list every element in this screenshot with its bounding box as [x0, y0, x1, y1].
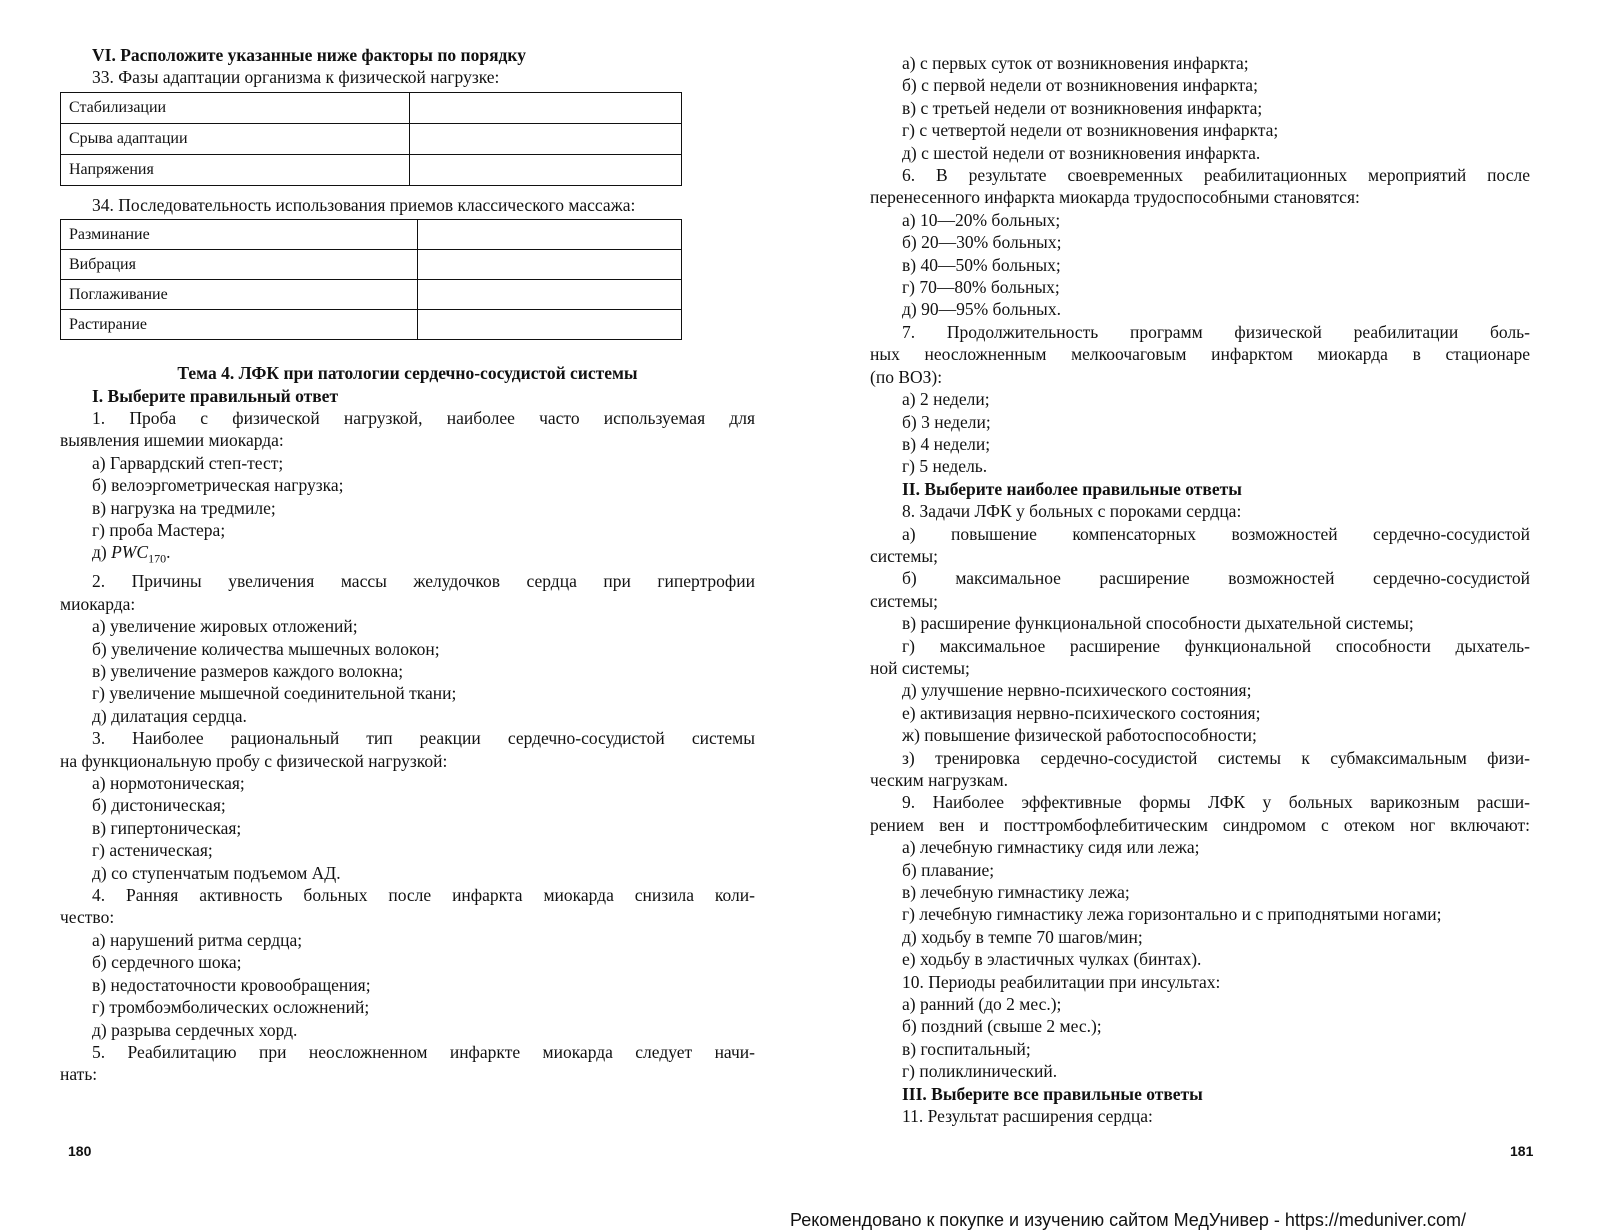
- answer-option: г) максимальное расширение функциональной способности дыхатель-: [902, 635, 1530, 656]
- answer-option: г) проба Мастера;: [92, 520, 226, 541]
- answer-cell[interactable]: [410, 154, 682, 185]
- question-3: 3. Наиболее рациональный тип реакции сердечно-сосудистой системы: [92, 728, 755, 749]
- question-34: 34. Последовательность использования приемов классического массажа:: [92, 194, 636, 215]
- question-5-cont: нать:: [60, 1064, 98, 1085]
- table-row: [61, 280, 682, 310]
- answer-option: е) активизация нервно-психического состояния;: [902, 702, 1261, 723]
- table-row: [61, 123, 682, 154]
- answer-option: б) с первой недели от возникновения инфаркта;: [902, 75, 1258, 96]
- question-1: 1. Проба с физической нагрузкой, наиболее часто используемая для: [92, 408, 755, 429]
- topic-title: Тема 4. ЛФК при патологии сердечно-сосудистой системы: [177, 363, 638, 384]
- question-5: 5. Реабилитацию при неосложненном инфаркте миокарда следует начи-: [92, 1041, 755, 1062]
- question-6-cont: перенесенного инфаркта миокарда трудоспособными становятся:: [870, 187, 1360, 208]
- answer-option: б) 20—30% больных;: [902, 232, 1062, 253]
- question-8: 8. Задачи ЛФК у больных с пороками сердца:: [902, 501, 1242, 522]
- answer-option: в) расширение функциональной способности дыхательной системы;: [902, 613, 1414, 634]
- answer-option: б) плавание;: [902, 859, 995, 880]
- answer-cell[interactable]: [418, 220, 682, 250]
- answer-option: б) 3 недели;: [902, 411, 991, 432]
- table-cell: Напряжения: [61, 154, 410, 185]
- answer-option: а) лечебную гимнастику сидя или лежа;: [902, 837, 1200, 858]
- question-7: 7. Продолжительность программ физической реабилитации боль-: [902, 321, 1530, 342]
- section-1-title: I. Выберите правильный ответ: [92, 385, 339, 406]
- answer-option-cont: системы;: [870, 590, 939, 611]
- answer-option: б) поздний (свыше 2 мес.);: [902, 1016, 1102, 1037]
- answer-option: г) с четвертой недели от возникновения инфаркта;: [902, 120, 1279, 141]
- answer-option: в) 40—50% больных;: [902, 254, 1061, 275]
- table-cell: Поглаживание: [61, 280, 418, 310]
- answer-option: б) сердечного шока;: [92, 952, 242, 973]
- answer-option: в) нагрузка на тредмиле;: [92, 497, 276, 518]
- table-row: [61, 310, 682, 340]
- answer-option: г) астеническая;: [92, 840, 213, 861]
- footer-recommendation-text: Рекомендовано к покупке и изучению сайтом МедУнивер - https://meduniver.com/: [790, 1210, 1466, 1230]
- answer-option: б) увеличение количества мышечных волокон;: [92, 638, 440, 659]
- answer-option: д) разрыва сердечных хорд.: [92, 1019, 298, 1040]
- question-10: 10. Периоды реабилитации при инсультах:: [902, 971, 1221, 992]
- answer-option-cont: ной системы;: [870, 657, 970, 678]
- answer-option: а) с первых суток от возникновения инфаркта;: [902, 53, 1249, 73]
- answer-cell[interactable]: [410, 92, 682, 123]
- table-cell: Срыва адаптации: [61, 123, 410, 154]
- option-suffix: .: [166, 542, 171, 563]
- answer-option: в) недостаточности кровообращения;: [92, 974, 371, 995]
- answer-option: ж) повышение физической работоспособности;: [902, 725, 1257, 746]
- answer-option: а) 2 недели;: [902, 389, 990, 410]
- answer-option: г) тромбоэмболических осложнений;: [92, 997, 370, 1018]
- answer-option: б) максимальное расширение возможностей сердечно-сосудистой: [902, 568, 1530, 589]
- table-34: [60, 219, 682, 340]
- answer-option: в) 4 недели;: [902, 433, 991, 454]
- page-number-right: 181: [1510, 1143, 1534, 1159]
- answer-option: г) увеличение мышечной соединительной ткани;: [92, 683, 457, 704]
- question-9-cont: рением вен и посттромбофлебитическим синдромом с отеком ног включают:: [870, 814, 1530, 835]
- answer-option: д) со ступенчатым подъемом АД.: [92, 862, 341, 883]
- table-cell: Разминание: [61, 220, 418, 250]
- left-page: [60, 44, 755, 1086]
- table-cell: Растирание: [61, 310, 418, 340]
- answer-option: е) ходьбу в эластичных чулках (бинтах).: [902, 949, 1202, 970]
- answer-option: д) 90—95% больных.: [902, 299, 1061, 320]
- answer-option: б) велоэргометрическая нагрузка;: [92, 475, 344, 496]
- table-row: [61, 220, 682, 250]
- right-page: [870, 52, 1530, 1128]
- answer-option: а) Гарвардский степ-тест;: [92, 452, 284, 473]
- answer-option: г) 5 недель.: [902, 456, 988, 477]
- option-prefix: д): [92, 542, 112, 563]
- question-2-cont: миокарда:: [60, 593, 136, 614]
- answer-option: а) ранний (до 2 мес.);: [902, 994, 1062, 1015]
- answer-option: д) с шестой недели от возникновения инфаркта.: [902, 142, 1261, 163]
- answer-option-cont: ческим нагрузкам.: [870, 770, 1009, 790]
- answer-option: г) поликлинический.: [902, 1061, 1058, 1082]
- table-cell: Вибрация: [61, 250, 418, 280]
- answer-option: в) увеличение размеров каждого волокна;: [92, 661, 404, 681]
- answer-option: а) нормотоническая;: [92, 773, 245, 794]
- answer-option: д) улучшение нервно-психического состояния;: [902, 680, 1252, 701]
- answer-option: б) дистоническая;: [92, 795, 226, 816]
- answer-option: д) дилатация сердца.: [92, 705, 247, 726]
- table-row: [61, 250, 682, 280]
- question-11: 11. Результат расширения сердца:: [902, 1106, 1153, 1127]
- table-row: [61, 154, 682, 185]
- question-2: 2. Причины увеличения массы желудочков сердца при гипертрофии: [92, 571, 755, 592]
- answer-option: д) ходьбу в темпе 70 шагов/мин;: [902, 926, 1143, 947]
- table-cell: Стабилизации: [61, 92, 410, 123]
- table-33: [60, 92, 682, 186]
- section-3-title: III. Выберите все правильные ответы: [902, 1083, 1203, 1104]
- question-33: 33. Фазы адаптации организма к физической нагрузке:: [92, 67, 500, 88]
- answer-option: в) госпитальный;: [902, 1038, 1031, 1059]
- answer-cell[interactable]: [418, 250, 682, 280]
- question-7-cont: ных неосложненным мелкоочаговым инфарктом миокарда в стационаре: [870, 344, 1530, 365]
- pwc-subscript: 170: [148, 551, 167, 566]
- answer-option: в) с третьей недели от возникновения инфаркта;: [902, 97, 1263, 118]
- answer-cell[interactable]: [418, 280, 682, 310]
- answer-option: в) лечебную гимнастику лежа;: [902, 882, 1130, 903]
- answer-option: а) повышение компенсаторных возможностей сердечно-сосудистой: [902, 523, 1530, 544]
- table-row: [61, 92, 682, 123]
- answer-cell[interactable]: [418, 310, 682, 340]
- question-4: 4. Ранняя активность больных после инфаркта миокарда снизила коли-: [92, 885, 755, 906]
- answer-option: а) увеличение жировых отложений;: [92, 616, 358, 637]
- answer-option: г) 70—80% больных;: [902, 277, 1060, 298]
- answer-option: з) тренировка сердечно-сосудистой системы к субмаксимальным физи-: [902, 747, 1530, 768]
- answer-option: [60, 541, 755, 570]
- answer-option: а) нарушений ритма сердца;: [92, 929, 303, 950]
- answer-option: в) гипертоническая;: [92, 817, 242, 838]
- question-3-cont: на функциональную пробу с физической нагрузкой:: [60, 750, 448, 771]
- answer-cell[interactable]: [410, 123, 682, 154]
- answer-option: а) 10—20% больных;: [902, 209, 1061, 230]
- question-7-cont2: (по ВОЗ):: [870, 366, 943, 387]
- answer-option-cont: системы;: [870, 545, 939, 566]
- section-2-title: II. Выберите наиболее правильные ответы: [902, 478, 1242, 499]
- page-number-left: 180: [68, 1143, 92, 1159]
- question-9: 9. Наиболее эффективные формы ЛФК у больных варикозным расши-: [902, 792, 1530, 813]
- question-1-cont: выявления ишемии миокарда:: [60, 430, 284, 451]
- section-6-title: VI. Расположите указанные ниже факторы по порядку: [92, 45, 526, 65]
- pwc-term: PWC: [111, 542, 149, 563]
- question-6: 6. В результате своевременных реабилитационных мероприятий после: [902, 165, 1530, 186]
- question-4-cont: чество:: [60, 907, 115, 928]
- answer-option: г) лечебную гимнастику лежа горизонтально и с приподнятыми ногами;: [902, 904, 1442, 925]
